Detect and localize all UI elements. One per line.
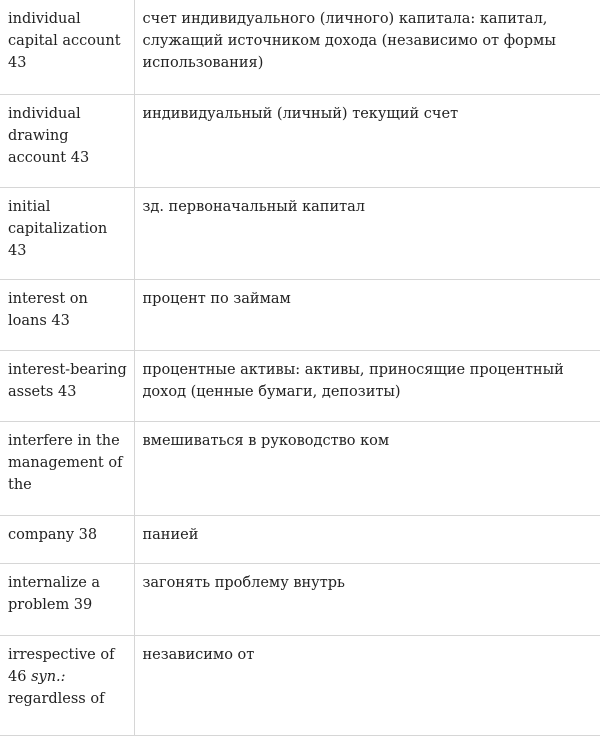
definition-cell: независимо от — [134, 635, 600, 735]
term-cell: company 38 — [0, 515, 134, 563]
term-cell: interest on loans 43 — [0, 279, 134, 350]
table-row — [0, 279, 600, 350]
definition-cell: индивидуальный (личный) текущий счет — [134, 94, 600, 187]
term-cell: individual drawing account 43 — [0, 94, 134, 187]
term-text: regardless of — [8, 690, 105, 707]
definition-cell: процент по займам — [134, 279, 600, 350]
table-row — [0, 94, 600, 187]
definition-cell: счет индивидуального (личного) капитала: капитал, служащий источником дохода (независимо от формы использования) — [134, 0, 600, 94]
term-cell: interfere in the management of the — [0, 421, 134, 515]
definition-cell: зд. первоначальный капитал — [134, 187, 600, 279]
term-cell: individual capital account 43 — [0, 0, 134, 94]
definition-cell: панией — [134, 515, 600, 563]
term-cell — [0, 635, 134, 735]
term-cell: internalize a problem 39 — [0, 563, 134, 635]
definition-cell: процентные активы: активы, приносящие процентный доход (ценные бумаги, депозиты) — [134, 350, 600, 421]
table-row — [0, 0, 600, 94]
table-row — [0, 563, 600, 635]
table-row — [0, 635, 600, 735]
table-row — [0, 350, 600, 421]
synonym-marker: syn.: — [31, 668, 66, 685]
table-row — [0, 421, 600, 515]
definition-cell: загонять проблему внутрь — [134, 563, 600, 635]
table-row — [0, 187, 600, 279]
definition-cell: вмешиваться в руководство ком — [134, 421, 600, 515]
term-cell: initial capitalization 43 — [0, 187, 134, 279]
term-cell: interest-bearing assets 43 — [0, 350, 134, 421]
table-row — [0, 515, 600, 563]
term-text: irrespective of 46 — [8, 646, 115, 685]
